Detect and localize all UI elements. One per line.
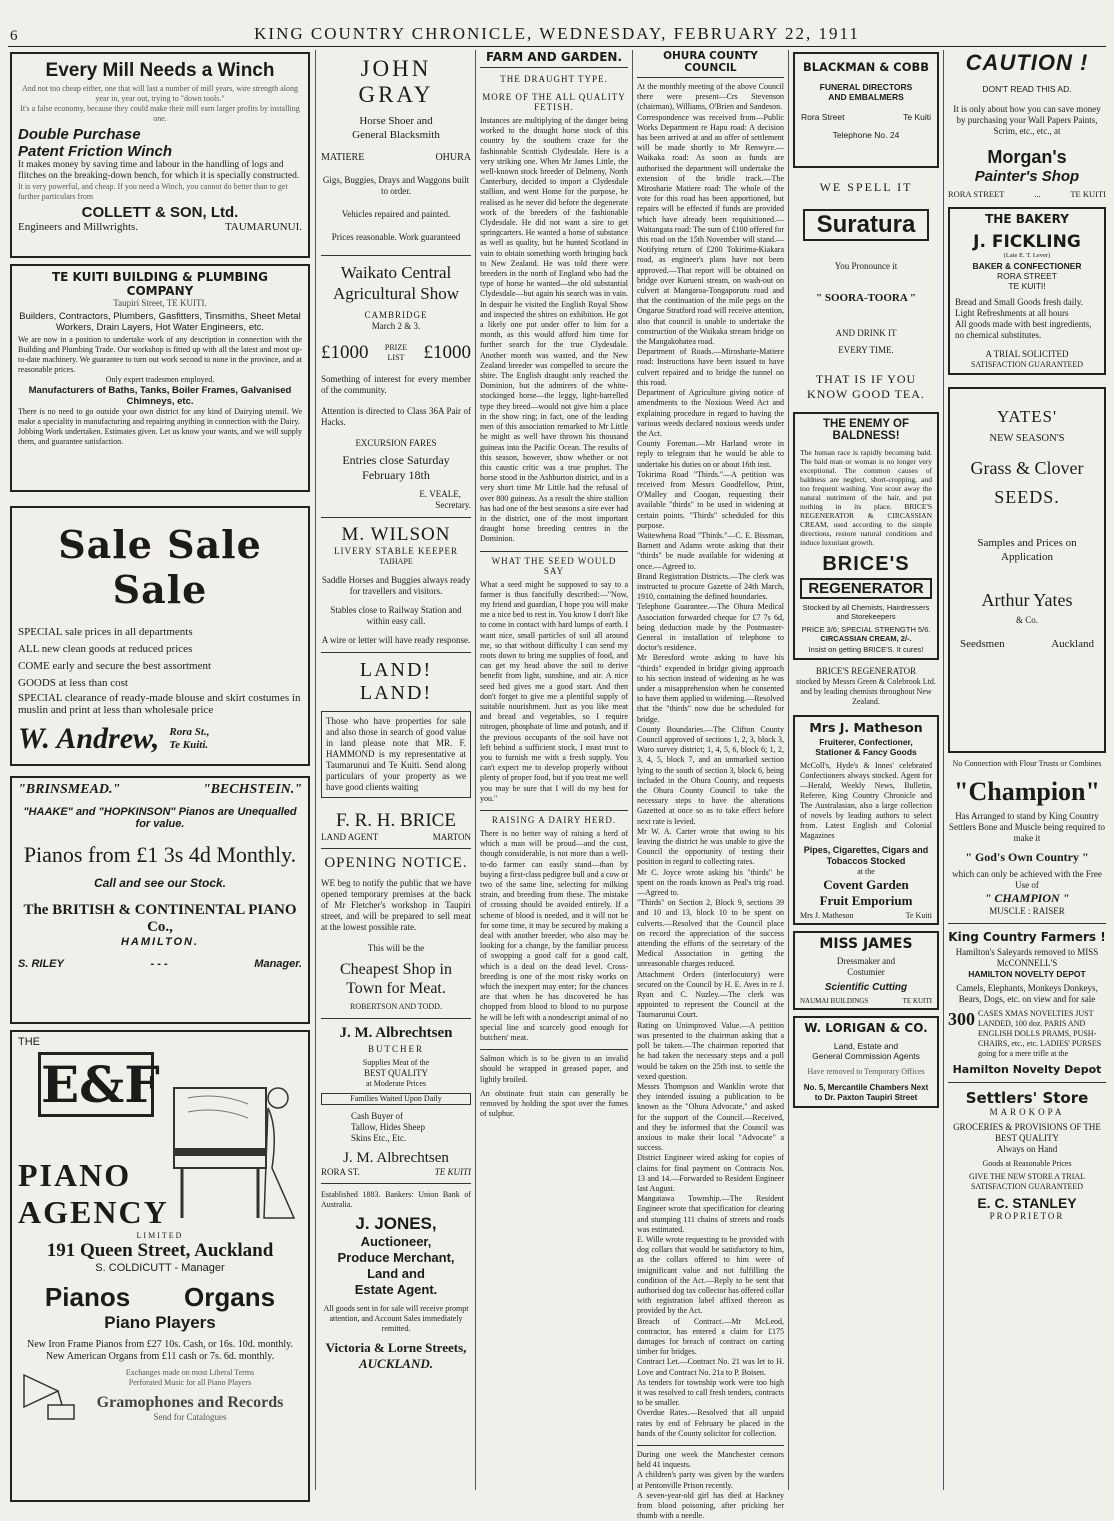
brices-brand-2: REGENERATOR: [800, 578, 932, 599]
council-p16: Rating on Unimproved Value.—A petition was presented to the chairman asking that a poll be taken.—The chairman reported that he had taken the necessary steps and a poll would be taken on the 25th inst. to settle the vexed question.: [637, 1020, 784, 1081]
james-trade-2: Costumier: [847, 967, 885, 977]
brices-ad: [793, 412, 939, 660]
james-ad: [793, 931, 939, 1010]
plumbing-p1: We are now in a position to undertake work of any description in connection with the Building and Plumbing Trade. Our workshop is fitted up with all the latest and most up-to-date machinery. We guarantee to turn out work second to none in the province, and at reasonable prices.: [18, 335, 302, 374]
opening-ad: [321, 855, 471, 1012]
council-p24: Overdue Rates.—Resolved that all unpaid rates by end of February be placed in the hands of the County solicitor for collection.: [637, 1408, 784, 1438]
brices-caption-2: stocked by Messrs Green & Colebrook Ltd. and by leading chemists throughout New Zealand.: [796, 677, 936, 706]
albrechtsen-families: Families Waited Upon Daily: [321, 1093, 471, 1105]
show-prize-mid: PRIZE LIST: [384, 343, 408, 362]
council-p3: Department of Roads.—Mirosharie-Matiere road: Instructions have been issued to have culvert repaired and to bridge the tunnel on this road.: [637, 347, 784, 387]
lorigan-ad: [793, 1016, 939, 1108]
council-p2: Correspondence was received from—Public Works Department re Hapu road: A decision has been arrived at and an offer of settlement will be made shortly to Mr Renwyre.—Waikaka road: As soon as funds are authorised the department will undertake the extension of the bridle track.—The Mirosharie Matiere road: The whole of the vote for this road has been apportioned, but repairs will be effected if funds are provided which have already been requisitioned.—Waitangata road: The sum of £100 offered for this road on the 15th November will stand.—Notifying return of £200 Tokirima-Kiakara road, as engineer's plans have not been approved.—That report will be obtained on bridge over Kurueni stream, on wash-out on culvert at Mangaroa-Tongaporutu road and that the continuation of the mile pegs on the Ongarue Stratford road will receive attention, also that council is unable to undertake the construction of the Waikaka stream bridge on the Mangakohatea road.: [637, 112, 784, 347]
settlers-trial: GIVE THE NEW STORE A TRIAL SATISFACTION GUARANTEED: [968, 1172, 1086, 1191]
ef-offer: New Iron Frame Pianos from £27 10s. Cash, or 16s. 10d. monthly. New American Organs from £11 cash or 7s. 6d. monthly.: [27, 1339, 293, 1362]
farmers-num: 300: [948, 1009, 975, 1029]
jones-name: J. JONES,: [355, 1214, 437, 1233]
suratura-pronounce: You Pronounce it: [834, 261, 898, 271]
ef-agency-2: AGENCY: [18, 1194, 169, 1230]
matheson-garden-1: Covent Garden: [823, 877, 909, 892]
council-p22: Contract Let.—Contract No. 21 was let to H. Love and Contract No. 21a to P. Boisen.: [637, 1357, 784, 1377]
brice-town: MARTON: [432, 832, 471, 842]
blackman-street: Rora Street: [801, 112, 845, 122]
ef-address: 191 Queen Street, Auckland: [46, 1240, 274, 1261]
james-town: TE KUITI: [902, 997, 932, 1005]
blackman-name: BLACKMAN & COBB: [802, 60, 930, 74]
ef-perforated: Perforated Music for all Piano Players: [128, 1377, 252, 1387]
winch-ad: [10, 52, 310, 258]
sale-firm: W. Andrew,: [18, 722, 160, 755]
caution-dots: ...: [1034, 189, 1041, 199]
ef-terms: Exchanges made on most Liberal Terms: [125, 1367, 255, 1377]
land-title: LAND! LAND!: [359, 659, 433, 704]
winch-firm: COLLETT & SON, Ltd.: [81, 204, 239, 221]
column-2: [321, 50, 471, 1490]
farm-p2: What a seed might be supposed to say to a farmer is thus fancifully described:—"Now, my friend and guardian, I hope you will make me a nice bed to rest in. You know I don't like to come in contact with hard lumps of earth. I want nice, small particles of soil all around me, so that without difficulty I can send my roots down to bring me supplies of food, and can get my head above the soil to derive benefit from light, sunshine, and air. A nice seed bed gives me a good start. And then don't forget to give me a plentiful supply of suitable nourishment. Just as you like meat and bread and vegetables, so I require nitrogen, phosphate of lime and potash, and if the previous occupants of the soil have not left behind a sufficient stock, I must trust to you to furnish me with a fresh supply. You can't expect me to develop properly without plenty of proper food, but if you treat me well you may be sure that I will do my best for you.": [480, 579, 628, 803]
settlers-town: MAROKOPA: [989, 1107, 1065, 1117]
albrechtsen-line-2: BEST QUALITY: [363, 1068, 429, 1078]
lorigan-trade-1: Land, Estate and: [833, 1041, 899, 1051]
gray-trade: Horse Shoer and General Blacksmith: [352, 115, 440, 141]
pianos-call: Call and see our Stock.: [93, 876, 227, 890]
council-p26: A children's party was given by the warders at Pentonville Prison recently.: [637, 1470, 784, 1490]
winch-product-2: Patent Friction Winch: [18, 143, 173, 160]
plumbing-address: Taupiri Street, TE KUITI.: [113, 298, 207, 308]
brice-name: F. R. H. BRICE: [336, 810, 456, 831]
council-p5: County Foreman.—Mr Harland wrote in reply to telegram that he would be able to undertake his duties on or about 16th inst.: [637, 439, 784, 469]
bakery-line-1: Bread and Small Goods fresh daily.: [955, 297, 1083, 307]
winch-title: Every Mill Needs a Winch: [45, 60, 275, 81]
sale-address-1: Rora St.,: [169, 726, 210, 738]
ef-organs: Organs: [184, 1282, 276, 1312]
lorigan-moved: Have removed to Temporary Offices: [807, 1067, 925, 1076]
yates-firm: Arthur Yates: [981, 590, 1073, 610]
council-p12: Mr W. A. Carter wrote that owing to his leaving the district he was unable to give the Council the opportunity of testing their position in regard to collecting rates.: [637, 826, 784, 867]
pianos-price: Pianos from £1 3s 4d Monthly.: [23, 842, 297, 867]
brice-trade: LAND AGENT: [321, 832, 379, 842]
ef-logo: E&F: [38, 1052, 154, 1117]
land-ad: [321, 659, 471, 842]
albrechtsen-cash: Cash Buyer of Tallow, Hides Sheep Skins Etc., Etc.: [351, 1111, 426, 1143]
gray-ad: [321, 56, 471, 243]
albrechtsen-line-1: Supplies Meat of the: [362, 1058, 430, 1067]
council-p19: Mangatawa Township.—The Resident Engineer wrote that specification for clearing and stumping 111 chains of streets and roads was estimated.: [637, 1194, 784, 1234]
council-p25: During one week the Manchester censors held 41 inquests.: [637, 1445, 784, 1470]
bakery-town: TE KUITI!: [1008, 281, 1046, 291]
lorigan-address: No. 5, Mercantile Chambers Next to Dr. Paxton Taupiri Street: [803, 1083, 929, 1102]
yates-trade: Seedsmen: [960, 638, 1005, 650]
farmers-ad: [948, 930, 1106, 1076]
pianos-ad: [10, 776, 310, 1024]
winch-body-2: It is very powerful, and cheap. If you need a Winch, you cannot do better than to get further particulars from: [18, 182, 288, 201]
farm-p3: There is no better way of raising a herd of which a man will be proud—and the cost, though considerable, is not more than a well-to-do farmer can easily stand—than by buying a first-class pedigree bull and a cow or two of the same line, selecting for milking strain, and breeding from these. The mistake of crossing should be avoided entirely. If a scheme of blood is needed, and it will not be for some time, it may be secured by making a deal with another breeder, who also may be looking for a change, by the familiar process of swopping a good calf for a good calf, which is a deal on the dead level. Cross-breeding is one of the most risky works on which the inexpert may enter; for the chances are that when he has discovered he has chopped from blood to blood to no purpose he will be left with a nondescript animal of no special line and scarcely good enough for butchers' meat.: [480, 829, 628, 1043]
pianos-manager-title: Manager.: [254, 958, 302, 970]
matheson-pipes: Pipes, Cigarettes, Cigars and Tobaccos Stocked: [803, 845, 929, 866]
pianos-town: HAMILTON.: [120, 936, 200, 948]
matheson-at-the: at the: [857, 867, 875, 876]
sale-address-2: Te Kuiti.: [169, 739, 209, 751]
show-ad: [321, 262, 471, 511]
settlers-hand: Always on Hand: [996, 1144, 1058, 1154]
winch-town: TAUMARUNUI.: [224, 221, 302, 233]
sale-line-5: SPECIAL clearance of ready-made blouse and skirt costumes in muslin and print at less than wholesale price: [18, 692, 301, 716]
brand-brinsmead: "BRINSMEAD.": [18, 782, 121, 797]
yates-samples: Samples and Prices on Application: [977, 537, 1077, 563]
gray-name: JOHN GRAY: [358, 56, 434, 107]
plumbing-trades: Builders, Contractors, Plumbers, Gasfitters, Tinsmiths, Sheet Metal Workers, Drain Layers, Hot Water Engineers, etc.: [19, 311, 301, 333]
brand-bechstein: "BECHSTEIN.": [202, 782, 302, 797]
council-title: OHURA COUNTY COUNCIL: [637, 50, 784, 78]
bakery-ad: [948, 207, 1106, 375]
pianos-manager-name: S. RILEY: [18, 958, 64, 970]
brices-price: PRICE 3/6; SPECIAL STRENGTH 5/6.: [801, 625, 931, 634]
blackman-trade-1: FUNERAL DIRECTORS: [819, 82, 913, 92]
wilson-ad: [321, 524, 471, 646]
ef-limited: LIMITED: [136, 1231, 184, 1240]
show-title: Waikato Central Agricultural Show: [332, 263, 460, 303]
yates-season: NEW SEASON'S: [989, 433, 1065, 444]
brices-cream: CIRCASSIAN CREAM, 2/-.: [820, 634, 912, 643]
albrechtsen-street: RORA ST.: [321, 1167, 360, 1177]
matheson-name: Mrs J. Matheson: [809, 720, 923, 735]
column-divider: [943, 50, 944, 1490]
masthead: KING COUNTRY CHRONICLE, WEDNESDAY, FEBRUARY 22, 1911: [254, 24, 860, 43]
suratura-spell: WE SPELL IT: [819, 180, 913, 194]
brices-enemy-1: THE ENEMY OF: [822, 418, 910, 430]
council-p17: Messrs Thompson and Wanklin wrote that they intended issuing a publication to be known as the "Ohura Advocate," and asked for the support of the Council.—Received, and they be informed that the Council was anxious to make their local "Advocate" a success.: [637, 1081, 784, 1153]
wilson-line-1: Saddle Horses and Buggies always ready for travellers and visitors.: [321, 575, 471, 596]
opening-firm: ROBERTSON AND TODD.: [350, 1002, 442, 1011]
ef-catalogues: Send for Catalogues: [153, 1411, 227, 1422]
column-divider: [315, 50, 316, 1490]
council-p20: E. Wille wrote requesting to be provided with dog collars that would be satisfactory to him, as the collars offered to him were of insignificant value and not fulfilling the condition of the Act.—Reply to be sent that authorised dog tax collector has offered collar with registration label affixed thereon as provided by the Act.: [637, 1234, 784, 1316]
opening-body: WE beg to notify the public that we have opened temporary premises at the back of Mr Fletcher's workshop in Taupiri street, and will be prepared to sell meat at the lowest possible rate.: [321, 878, 471, 932]
council-p13: Mr C. Joyce wrote asking his "thirds" be spent on the roads known as Peal's trig road.—Agreed to.: [637, 867, 784, 898]
suratura-tea-1: THAT IS IF YOU: [815, 372, 917, 386]
council-p21: Breach of Contract.—Mr McLeod, contractor, has entered a claim for £175 damages for breach of contract on carting timber for bridges.: [637, 1316, 784, 1357]
brices-body: The human race is rapidly becoming bald. The bald man or woman is no longer very exceptional. The common causes of baldness are neglect, short-cropping, and too frequent washing. You scour away the natural nutriment of the hair, and put nothing in its place. BRICE'S REGENERATOR & CIRCASSIAN CREAM, used according to the simple directions, restore natural conditions and induce luxuriant growth.: [800, 448, 932, 547]
gray-place-right: OHURA: [435, 152, 471, 163]
winch-intro: And not too cheap either, one that will last a number of mill years, wire strength along year in, year out, trying to "down tools.": [21, 84, 299, 103]
farmers-body: Hamilton's Saleyards removed to MISS McCONNELL'S: [955, 947, 1099, 968]
farm-sub-3: WHAT THE SEED WOULD SAY: [480, 551, 628, 576]
jones-trade-1: Auctioneer,: [360, 1234, 432, 1249]
james-name: MISS JAMES: [819, 936, 913, 952]
council-p4: Department of Agriculture giving notice of amendments to the Noxious Weed Act and explaining procedure in regard to having the various weeds declared noxious weeds under the Act.: [637, 388, 784, 438]
yates-seeds-2: SEEDS.: [994, 487, 1060, 507]
show-secretary-title: Secretary.: [435, 500, 471, 510]
column-3: [480, 50, 628, 1490]
column-divider: [475, 50, 476, 1490]
farm-sub-2: MORE OF THE ALL QUALITY FETISH.: [482, 92, 626, 112]
column-1: [10, 50, 310, 1490]
plumbing-p2: Only expert tradesmen employed.: [105, 375, 215, 384]
champion-connection: No Connection with Flour Trusts or Combines: [952, 759, 1102, 768]
lorigan-name: W. LORIGAN & CO.: [804, 1021, 928, 1035]
farm-sub-1: THE DRAUGHT TYPE.: [500, 74, 608, 84]
suratura-drink-1: AND DRINK IT: [835, 328, 897, 338]
ef-the: THE: [18, 1036, 40, 1048]
show-secretary-name: E. VEALE,: [419, 489, 461, 499]
opening-title: OPENING NOTICE.: [324, 855, 468, 871]
matheson-garden-2: Fruit Emporium: [819, 893, 913, 908]
bakery-trade: BAKER & CONFECTIONER: [972, 261, 1082, 271]
council-p14: "Thirds" on Section 2, Block 9, sections 39 and 10 and 13, block 10 to be spent on culverts.—Resolved that the Council place on record the appreciation of the success attending the efforts of the secretary of the Medical Association in getting the unreasonable charges reduced.: [637, 898, 784, 969]
council-p6: Tokirima Road "Thirds."—A petition was received from Messrs Goodfellow, Print, O'Malley and Coogan, requesting their available "thirds" to be used in widening at certain points. "Thirds" scheduled for this purpose.: [637, 469, 784, 530]
suratura-tea-2: KNOW GOOD TEA.: [807, 387, 925, 401]
matheson-trade: Fruiterer, Confectioner, Stationer & Fancy Goods: [815, 737, 917, 757]
farmers-depot-2: Hamilton Novelty Depot: [952, 1063, 1102, 1076]
council-p18: District Engineer wired asking for copies of claims for final payment on Contracts Nos. 13 and 14.—Forwarded to Resident Engineer last August.: [637, 1153, 784, 1193]
caution-shop-2: Painter's Shop: [974, 168, 1080, 185]
farmers-animals: Camels, Elephants, Monkeys Donkeys, Bears, Dogs, etc. on view and for sale: [956, 983, 1098, 1004]
council-p7: Waitewhena Road "Thirds."—C. E. Bissman, Barnett and Adams wrote asking that their "thirds" be made available for widening at once.—Agreed to.: [637, 530, 784, 571]
brices-stocked: Stocked by all Chemists, Hairdressers and Storekeepers: [802, 603, 930, 621]
council-p27: A seven-year-old girl has died at Hackney from blood poisoning, after pricking her thumb with a needle.: [637, 1490, 784, 1521]
council-p1: At the monthly meeting of the above Council there were present—Crs Stevenson (chairman), Williams, O'Brien and Sandeson.: [637, 82, 784, 112]
caution-ad: [948, 50, 1106, 199]
jones-established: Established 1883. Bankers: Union Bank of Australia.: [321, 1190, 471, 1209]
farm-sub-4: RAISING A DAIRY HERD.: [480, 810, 628, 825]
winch-trade: Engineers and Millwrights.: [18, 221, 139, 233]
page-number: 6: [10, 28, 18, 44]
farmers-title: King Country Farmers !: [948, 930, 1106, 944]
column-divider: [788, 50, 789, 1490]
suratura-say: " SOORA-TOORA ": [815, 292, 917, 304]
settlers-name: E. C. STANLEY: [977, 1195, 1077, 1211]
plumbing-p4: There is no need to go outside your own district for any kind of Dairying utensil. We make a speciality in manufacturing and repairing anything in connection with the Dairy.: [18, 407, 302, 426]
caution-body: It is only about how you can save money by purchasing your Wall Papers Paints, Scrim, etc., etc., at: [953, 104, 1101, 136]
bakery-late: (Late E. T. Lever): [1003, 252, 1051, 259]
sale-line-3: COME early and secure the best assortment: [18, 660, 212, 672]
ef-piano-ad: [10, 1030, 310, 1502]
matheson-ad: [793, 715, 939, 925]
jones-trade-3: Land and: [367, 1266, 425, 1281]
farm-p4: Salmon which is to be given to an invalid should be wrapped in greased paper, and lightly broiled.: [480, 1049, 628, 1085]
lorigan-trade-2: General Commission Agents: [812, 1051, 920, 1061]
bakery-line-2: Light Refreshments at all hours: [955, 308, 1069, 318]
column-4: [637, 50, 784, 1521]
show-interest: Something of interest for every member of the community.: [321, 374, 471, 395]
show-town: CAMBRIDGE: [364, 310, 428, 320]
bakery-line-3: All goods made with best ingredients, no chemical substitutes.: [955, 319, 1092, 340]
bakery-street: RORA STREET: [997, 271, 1057, 281]
suratura-ad: [793, 180, 939, 402]
show-attention: Attention is directed to Class 36A Pair of Hacks.: [321, 406, 471, 427]
council-p8: Brand Registration Districts.—The clerk was instructed to procure Gazette of 24th March, 1910, containing the defined boundaries.: [637, 571, 784, 602]
gray-line-1: Gigs, Buggies, Drays and Waggons built to order.: [322, 175, 470, 196]
albrechtsen-name-2: J. M. Albrechtsen: [343, 1150, 449, 1166]
albrechtsen-butcher-ad: [321, 1025, 471, 1177]
wilson-line-3: A wire or letter will have ready response.: [321, 635, 471, 645]
winch-body: It makes money by saving time and labour in the handling of logs and flitches on the breaking-down bench, for which it is specially constructed.: [18, 160, 300, 181]
albrechtsen-trade: BUTCHER: [367, 1044, 424, 1054]
settlers-title: Settlers' Store: [965, 1089, 1089, 1107]
blackman-ad: [793, 52, 939, 168]
champion-brand-2: " CHAMPION ": [984, 891, 1070, 905]
opening-cheapest: Cheapest Shop in Town for Meat.: [340, 961, 452, 997]
column-5: [793, 50, 939, 1490]
pianos-firm: The BRITISH & CONTINENTAL PIANO Co.,: [23, 902, 297, 935]
pianos-line: "HAAKE" and "HOPKINSON" Pianos are Unequalled for value.: [23, 806, 297, 830]
suratura-drink-2: EVERY TIME.: [838, 345, 894, 355]
brices-insist: Insist on getting BRICE'S. It cures!: [808, 645, 924, 654]
plumbing-title: TE KUITI BUILDING & PLUMBING COMPANY: [51, 270, 269, 298]
farm-p1: Instances are multiplying of the danger being worked to the draught horse stock of this country by the southern craze for the fashionable Scottish Clydesdale. Here is a very striking one. When Mr James Little, the well-known stock breeder of Delmeny, North Canterbury, decided to import a Clydesdale stallion, and went Home for the purpose, he realised as he never did before the degenerate work of the breeders of the fashionable Clydesdale. He did not want a sire to get springcarters. He wanted a horse of substance as well as quality, but he hunted Scotland in vain to obtain something worth bringing back to New Zealand. He was told there were breeders in the north of England who had the type of horse he wanted—the old substantial Clydesdale—but again his search was in vain. In despair he visited the English Royal Show and inspected the shires on exhibition. He got a likely one put under offer to him for a month, as this would afford him time for further search for the true Clydesdale. Another month was wasted, and the New Zealand breeder was compelled to secure the shire. The English draught only reached the Dominion, but the admirers of the white-stockinged horse—the leggy, light-barrelled type they breed—would not give him a place in the show ring; in fact, one of the leading men of this association remarked to Mr Little he might as well have thrown his thousand guineas into the Pacific Ocean. The results of this season, however, show whether or not this caustic critic was a true prophet. The horse stood in the Ashburton district, and in a very short time Mr Little had the refusal of over 800 guineas. As a result the shire stallion has had one of the best seasons a sire ever had in the district, one of the most important draught horse breeding centres in the Dominion.: [480, 116, 628, 544]
council-p15: Attachment Orders (interlocutory) were secured on the Council by H. E. Aves in re J. Ryan and C. Nuzley.—The clerk was appointed to represent the Council at the Taumarunui Court.: [637, 969, 784, 1020]
piano-illustration: [168, 1048, 304, 1228]
champion-body: Has Arranged to stand by King Country Settlers Bone and Muscle being required to make it: [949, 811, 1105, 843]
ef-manager: S. COLDICUTT - Manager: [95, 1262, 225, 1274]
matheson-owner: Mrs J. Matheson: [800, 911, 854, 920]
opening-will-be: This will be the: [367, 943, 425, 953]
show-entries: Entries close Saturday February 18th: [342, 453, 450, 482]
council-p9: Telephone Guarantee.—The Ohura Medical Association forwarded cheque for £7 7s 6d, being deduction made by the Postmaster-General in installation of telephone to doctor's residence.: [637, 602, 784, 653]
plumbing-p3: Manufacturers of Baths, Tanks, Boiler Frames, Galvanised Chimneys, etc.: [28, 385, 292, 407]
yates-ad: [948, 387, 1106, 753]
matheson-body: McColl's, Hyde's & Innes' celebrated Confectioners always stocked. Agent for—Herald, Weekly News, Bulletin, Referee, King Country Chronicle and The Australasian, also a large collection of novels by leading authors to select from. Latest English and Colonial Magazines: [800, 761, 932, 840]
caution-shop-1: Morgan's: [987, 147, 1067, 167]
gray-line-2: Vehicles repaired and painted.: [341, 209, 451, 219]
yates-name: YATES': [996, 407, 1058, 426]
ef-pianos: Pianos: [44, 1282, 131, 1312]
champion-brand: "Champion": [954, 777, 1100, 806]
sale-line-1: SPECIAL sale prices in all departments: [18, 626, 193, 638]
bakery-name: J. FICKLING: [973, 232, 1081, 252]
jones-address: Victoria & Lorne Streets,: [325, 1340, 467, 1355]
jones-city: AUCKLAND.: [358, 1356, 434, 1371]
council-p10: Mr Beresford wrote asking to have his "thirds" expended in bridge giving approach to his section instead of widening as he was under a misapprehension when he consented to have them applied to widening.—Resolved that the "thirds" now due be scheduled for bridge.: [637, 653, 784, 724]
caution-town: TE KUITI: [1070, 189, 1106, 199]
brices-caption: BRICE'S REGENERATOR: [815, 666, 917, 676]
champion-muscle: MUSCLE : RAISER: [989, 906, 1065, 916]
winch-product-1: Double Purchase: [18, 126, 141, 143]
wilson-name: M. WILSON: [341, 524, 451, 545]
caution-title: CAUTION !: [965, 50, 1089, 75]
gray-line-3: Prices reasonable. Work guaranteed: [331, 232, 461, 242]
albrechtsen-name: J. M. Albrechtsen: [339, 1025, 453, 1041]
wilson-trade: LIVERY STABLE KEEPER: [334, 546, 458, 556]
council-p11: County Boundaries.—The Clifton County Council approved of sections 1, 2, 3, block 3, Waro survey district; 1, 4, 5, 6, block 6; 1, 2, 3, 4, 5, block 7, and an unmarked section lying to the south of section 3, block 6, being included in the Ohura County, and requests the Ohura County Council to take the necessary steps to have the alterations Gazetted at once so as to take effect before next rate is levied.: [637, 724, 784, 826]
council-p23: As tenders for township work were too high it was resolved to call fresh tenders, contracts to be smaller.: [637, 1377, 784, 1408]
jones-trade-2: Produce Merchant,: [337, 1250, 455, 1265]
gray-place-left: MATIERE: [321, 152, 365, 163]
show-fares: EXCURSION FARES: [355, 438, 437, 448]
ef-gramophones: Gramophones and Records: [96, 1393, 284, 1411]
gramophone-illustration: [18, 1367, 78, 1423]
plumbing-ad: [10, 264, 310, 492]
bakery-trial: A TRIAL SOLICITED: [985, 349, 1069, 359]
show-dates: March 2 & 3.: [371, 321, 421, 331]
jones-trade-4: Estate Agent.: [354, 1282, 438, 1297]
wilson-line-2: Stables close to Railway Station and within easy call.: [330, 605, 462, 626]
yates-town: Auckland: [1051, 638, 1094, 650]
caution-sub: DON'T READ THIS AD.: [982, 84, 1072, 94]
blackman-town: Te Kuiti: [903, 112, 931, 122]
james-trade-1: Dressmaker and: [836, 956, 896, 966]
settlers-title-2: PROPRIETOR: [989, 1211, 1065, 1221]
james-cutting: Scientific Cutting: [824, 982, 908, 993]
champion-ad: [948, 759, 1106, 917]
blackman-phone: Telephone No. 24: [832, 130, 900, 140]
column-6: [948, 50, 1106, 1490]
blackman-trade-2: AND EMBALMERS: [828, 92, 904, 102]
page-header: [0, 0, 1114, 44]
bakery-title: THE BAKERY: [985, 212, 1069, 226]
pianos-manager-dashes: - - -: [150, 958, 168, 970]
brices-brand-1: BRICE'S: [822, 553, 910, 575]
albrechtsen-line-3: at Moderate Prices: [366, 1079, 426, 1088]
yates-seeds-1: Grass & Clover: [970, 458, 1084, 478]
albrechtsen-town: TE KUITI: [434, 1167, 471, 1177]
sale-title: Sale Sale Sale: [58, 522, 262, 612]
brices-enemy-2: BALDNESS!: [832, 430, 900, 442]
settlers-groceries: GROCERIES & PROVISIONS OF THE BEST QUALITY: [953, 1122, 1101, 1143]
champion-country: " God's Own Country ": [965, 850, 1089, 864]
caution-street: RORA STREET: [948, 189, 1005, 199]
land-body: Those who have properties for sale and also those in search of good value in land please note that MR. F. HAMMOND is my representative at Taumarunui and Te Kuiti. Send along particulars of your property as we have good clients waiting: [321, 711, 471, 798]
jones-goods: All goods sent in for sale will receive prompt attention, and Account Sales immediately remitted.: [323, 1304, 469, 1333]
farmers-depot: HAMILTON NOVELTY DEPOT: [968, 969, 1086, 979]
farm-title: FARM AND GARDEN.: [480, 50, 628, 68]
yates-co: & Co.: [1015, 615, 1038, 625]
sale-line-4: GOODS at less than cost: [18, 677, 128, 689]
settlers-ad: [948, 1089, 1106, 1222]
ef-players: Piano Players: [104, 1313, 216, 1332]
wilson-town: TAIHAPE: [379, 557, 413, 566]
bakery-guarantee: SATISFACTION GUARANTEED: [970, 360, 1084, 369]
ef-agency-1: PIANO: [18, 1157, 132, 1193]
show-prize-left: £1000: [321, 342, 369, 363]
champion-body-2: which can only be achieved with the Free Use of: [952, 869, 1102, 890]
matheson-town: Te Kuiti: [905, 911, 932, 920]
settlers-goods: Goods at Reasonable Prices: [982, 1159, 1072, 1168]
column-divider: [632, 50, 633, 1490]
winch-intro2: It's a false economy, because they could make their mill earn larger profits by installing one.: [20, 104, 300, 123]
plumbing-p5: Jobbing Work undertaken. Estimates given. Let us know your wants, and we will supply them, and guarantee satisfaction.: [18, 427, 302, 446]
header-rule: [8, 46, 1106, 47]
suratura-brand: Suratura: [803, 209, 929, 241]
farm-p5: An obstinate fruit stain can generally be removed by holding the spot over the fumes of sulphur.: [480, 1088, 628, 1119]
show-prize-right: £1000: [423, 342, 471, 363]
farmers-cases: CASES XMAS NOVELTIES JUST LANDED, 100 doz. PARIS AND ENGLISH DOLLS PRAMS, PUSH-CHAIRS, etc., etc. LADIES' PURSES going for a mere trifle at the: [978, 1009, 1102, 1058]
jones-ad: [321, 1190, 471, 1372]
sale-ad: [10, 506, 310, 766]
james-building: NAUMAI BUILDINGS: [800, 997, 869, 1005]
sale-line-2: ALL new clean goods at reduced prices: [18, 643, 193, 655]
